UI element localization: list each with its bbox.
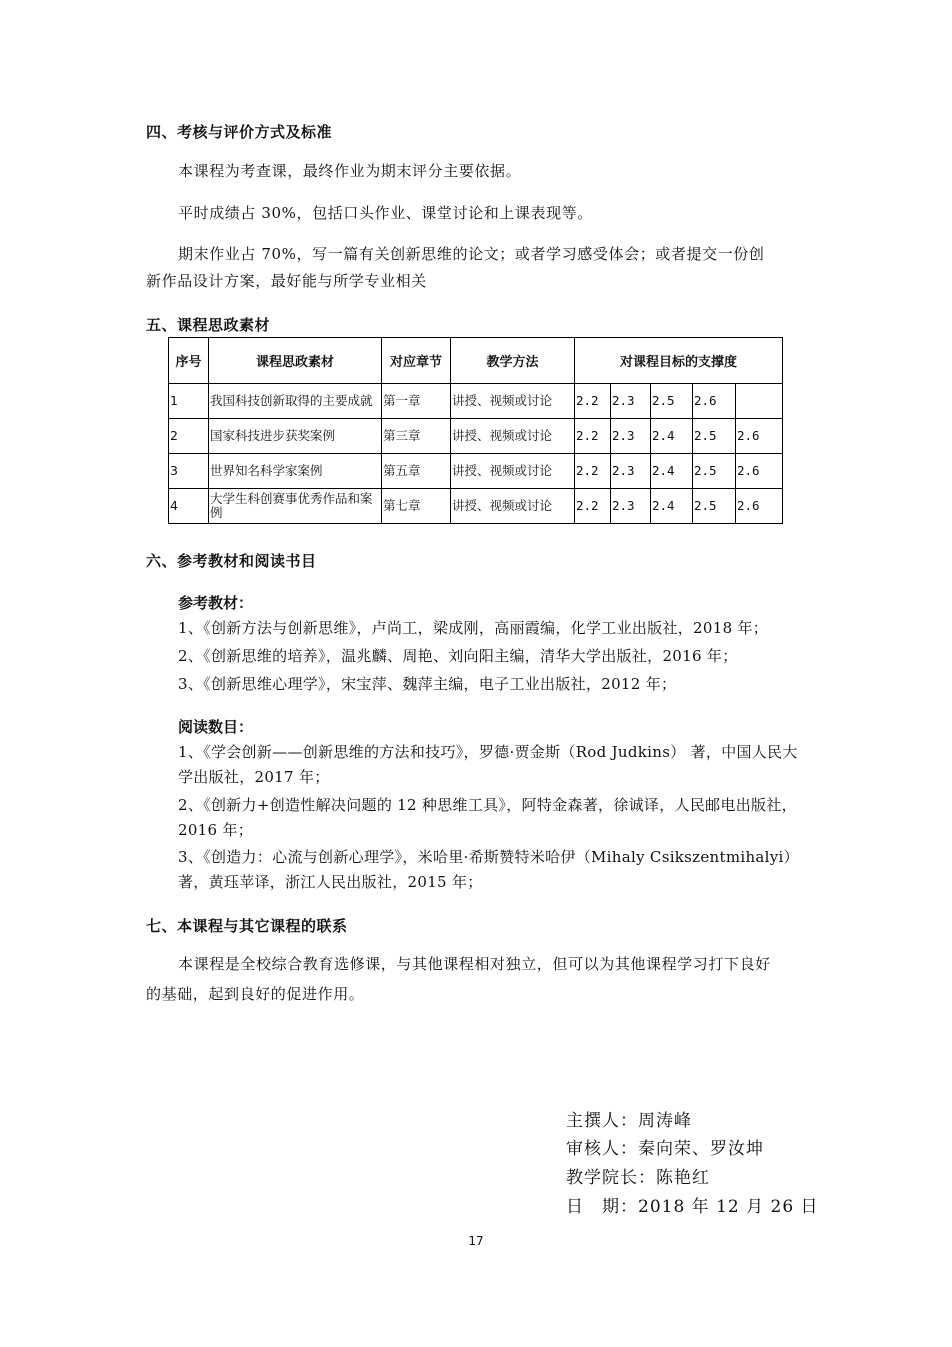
- section-7-paragraph-line-1: 本课程是全校综合教育选修课，与其他课程相对独立，但可以为其他课程学习打下良好: [178, 955, 771, 973]
- cell-support: 2.4: [651, 419, 693, 454]
- section-4-paragraph-3-line-1: 期末作业占 70%，写一篇有关创新思维的论文；或者学习感受体会；或者提交一份创: [178, 245, 765, 263]
- cell-support: 2.6: [736, 489, 783, 524]
- reading-item: 3、《创造力：心流与创新心理学》，米哈里·希斯赞特米哈伊（Mihaly Csikszentmihalyi）著，黄珏苹译，浙江人民出版社，2015 年；: [178, 848, 799, 891]
- cell-method: 讲授、视频或讨论: [451, 384, 575, 419]
- header-material: 课程思政素材: [209, 338, 382, 384]
- table-row: [169, 489, 783, 524]
- cell-support: 2.6: [693, 384, 736, 419]
- reading-label: 阅读数目：: [178, 718, 254, 736]
- cell-no: 1: [169, 384, 209, 419]
- cell-support: 2.2: [575, 419, 611, 454]
- table-row: [169, 419, 783, 454]
- table-header-row: [169, 338, 783, 384]
- cell-chapter: 第三章: [382, 419, 451, 454]
- table-row: [169, 454, 783, 489]
- cell-support: 2.5: [693, 489, 736, 524]
- cell-no: 3: [169, 454, 209, 489]
- cell-method: 讲授、视频或讨论: [451, 419, 575, 454]
- cell-support: 2.5: [693, 454, 736, 489]
- signature-dean: 教学院长：陈艳红: [566, 1168, 710, 1188]
- signature-date: 日 期：2018 年 12 月 26 日: [566, 1197, 819, 1217]
- cell-material: 世界知名科学家案例: [209, 454, 382, 489]
- cell-support: [736, 384, 783, 419]
- cell-support: 2.3: [611, 489, 651, 524]
- header-chapter: 对应章节: [382, 338, 451, 384]
- section-4-paragraph-1: 本课程为考查课，最终作业为期末评分主要依据。: [178, 162, 522, 180]
- textbooks-label: 参考教材：: [178, 594, 254, 612]
- cell-method: 讲授、视频或讨论: [451, 454, 575, 489]
- cell-material: 大学生科创赛事优秀作品和案例: [209, 489, 382, 524]
- cell-support: 2.5: [693, 419, 736, 454]
- cell-support: 2.3: [611, 384, 651, 419]
- textbook-item: 3、《创新思维心理学》，宋宝萍、魏萍主编，电子工业出版社，2012 年；: [178, 675, 677, 693]
- ideology-material-table: [168, 337, 783, 524]
- cell-support: 2.5: [651, 384, 693, 419]
- cell-material: 国家科技进步获奖案例: [209, 419, 382, 454]
- cell-support: 2.3: [611, 454, 651, 489]
- signature-reviewer: 审核人：秦向荣、罗汝坤: [566, 1139, 764, 1159]
- header-support: 对课程目标的支撑度: [575, 338, 783, 384]
- section-5-heading: 五、课程思政素材: [146, 316, 271, 334]
- cell-chapter: 第一章: [382, 384, 451, 419]
- section-7-heading: 七、本课程与其它课程的联系: [146, 917, 348, 935]
- cell-support: 2.2: [575, 454, 611, 489]
- textbook-item: 2、《创新思维的培养》，温兆麟、周艳、刘向阳主编，清华大学出版社，2016 年；: [178, 647, 738, 665]
- cell-no: 2: [169, 419, 209, 454]
- reading-item: 1、《学会创新——创新思维的方法和技巧》，罗德·贾金斯（Rod Judkins） 著，中国人民大学出版社，2017 年；: [178, 743, 798, 786]
- header-no: 序号: [169, 338, 209, 384]
- cell-support: 2.2: [575, 489, 611, 524]
- signature-author: 主撰人：周涛峰: [566, 1111, 692, 1131]
- reading-item: 2、《创新力+创造性解决问题的 12 种思维工具》，阿特金森著，徐诚译，人民邮电出版社，2016 年；: [178, 796, 797, 839]
- section-4-paragraph-2: 平时成绩占 30%，包括口头作业、课堂讨论和上课表现等。: [178, 204, 593, 222]
- cell-chapter: 第七章: [382, 489, 451, 524]
- cell-method: 讲授、视频或讨论: [451, 489, 575, 524]
- cell-support: 2.2: [575, 384, 611, 419]
- cell-support: 2.6: [736, 419, 783, 454]
- section-6-heading: 六、参考教材和阅读书目: [146, 552, 317, 570]
- cell-material: 我国科技创新取得的主要成就: [209, 384, 382, 419]
- cell-support: 2.6: [736, 454, 783, 489]
- textbook-item: 1、《创新方法与创新思维》，卢尚工，梁成刚，高丽霞编，化学工业出版社，2018 年；: [178, 619, 769, 637]
- section-4-heading: 四、考核与评价方式及标准: [146, 123, 333, 141]
- section-4-paragraph-3-line-2: 新作品设计方案，最好能与所学专业相关: [146, 272, 427, 290]
- cell-chapter: 第五章: [382, 454, 451, 489]
- cell-support: 2.4: [651, 489, 693, 524]
- cell-support: 2.3: [611, 419, 651, 454]
- header-method: 教学方法: [451, 338, 575, 384]
- cell-support: 2.4: [651, 454, 693, 489]
- cell-no: 4: [169, 489, 209, 524]
- table-row: [169, 384, 783, 419]
- section-7-paragraph-line-2: 的基础，起到良好的促进作用。: [146, 985, 365, 1003]
- page-number: 17: [468, 1234, 484, 1248]
